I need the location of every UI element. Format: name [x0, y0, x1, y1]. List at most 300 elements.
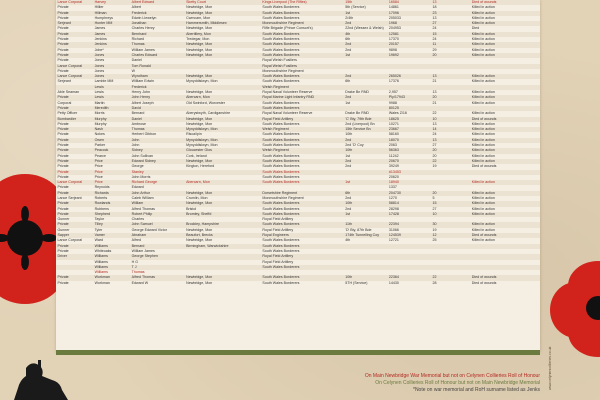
cell-forename: William [130, 201, 185, 206]
cell-unit: South Wales Borderers [261, 138, 344, 143]
cell: 16584 [387, 0, 431, 5]
cell-number: 23667 [387, 127, 431, 132]
cell-home: Newbridge, Mon [185, 117, 261, 122]
cell-surname: Hillman [93, 11, 130, 16]
cell-forename: Edwin Llewelyn [130, 16, 185, 21]
cell-number: 1270 [387, 196, 431, 201]
cell-day: 13 [431, 138, 470, 143]
cell: Kings Liverpool (The Rifles) [261, 0, 344, 5]
cell-home: Cork, Ireland [185, 154, 261, 159]
cell-number: 124539 [387, 233, 431, 238]
cell-battalion: 10th [344, 201, 388, 206]
cell-forename: Stanley [130, 170, 185, 175]
cell-home: Mynyddislwyn, Mon [185, 143, 261, 148]
cell-forename: Edward [130, 185, 185, 190]
cell-surname: Jenkins [93, 42, 130, 47]
cell-home: Cwmcarn, Mon [185, 16, 261, 21]
cell-forename: George [130, 164, 185, 169]
cell-day: 27 [431, 21, 470, 26]
cell-rank: Serjeant [56, 21, 93, 26]
cell-number: 9898 [387, 48, 431, 53]
cell-rank: Private [56, 11, 93, 16]
cell-surname: Price [93, 164, 130, 169]
cell-home: Mynyddislwyn, Mon [185, 138, 261, 143]
cell-home: Newbridge, Mon [185, 281, 261, 286]
cell-fate: Died [470, 26, 540, 31]
cell-day: 10 [431, 117, 470, 122]
cell-forename: Ambrose [130, 122, 185, 127]
cell-fate: Killed in action [470, 191, 540, 196]
cell-day: 22 [431, 275, 470, 280]
cell-surname: Jobe* [93, 48, 130, 53]
cell-day: 19 [431, 228, 470, 233]
footnote-memorial-only: On Main Newbridge War Memorial but not on Celynen Collieries Roll of Honour [364, 373, 540, 379]
cell-home: Beaufort, Brecks [185, 233, 261, 238]
cell-surname: Lewis [93, 95, 130, 100]
cell-unit: South Wales Borderers [261, 42, 344, 47]
cell-home: Newbridge, Mon [185, 53, 261, 58]
cell-battalion: 2nd 'D' Coy [344, 143, 388, 148]
cell-day: 13 [431, 90, 470, 95]
cell-surname: Hunter MM [93, 21, 130, 26]
cell-fate: Killed in action [470, 32, 540, 37]
cell-battalion: 1st [344, 11, 388, 16]
cell-rank: Serjeant [56, 79, 93, 84]
cell-rank: Private [56, 138, 93, 143]
cell-forename: Bernhard [130, 32, 185, 37]
cell-rank: Lance Corporal [56, 74, 93, 79]
honour-roll-body [56, 0, 540, 286]
cell-unit: South Wales Borderers [261, 281, 344, 286]
cell-unit: Royal Marine Light Infantry RND [261, 95, 344, 100]
cell-number: 204730 [387, 191, 431, 196]
cell-rank: Private [56, 164, 93, 169]
cell-number: 1337 [387, 185, 431, 190]
cell-rank: Private [56, 159, 93, 164]
cell-number: 80125 [387, 106, 431, 111]
cell-battalion: 2nd [344, 74, 388, 79]
cell-unit: South Wales Borderers [261, 159, 344, 164]
cell-unit: Royal Welsh Fusiliers [261, 58, 344, 63]
cell-unit: South Wales Borderers [261, 170, 344, 175]
cell-home: Newbridge, Mon [185, 122, 261, 127]
cell-surname: Workman [93, 281, 130, 286]
cell-rank: Private [56, 154, 93, 159]
cell-surname: Williams [93, 265, 130, 270]
cell-number: 18070 [387, 138, 431, 143]
cell: Sketty Court [185, 0, 261, 5]
cell-unit: South Wales Borderers [261, 249, 344, 254]
cell-fate: Killed in action [470, 180, 540, 185]
cell-day: 13 [431, 122, 470, 127]
cell-unit: South Wales Borderers [261, 101, 344, 106]
cell-battalion: 1st [344, 101, 388, 106]
cell-fate: Killed in action [470, 11, 540, 16]
cell-surname: James [93, 32, 130, 37]
cell-number: 20157 [387, 42, 431, 47]
cell-number: 205033 [387, 16, 431, 21]
cell-surname: Ward [93, 238, 130, 243]
cell-forename: Abraham [130, 233, 185, 238]
cell-surname: Whiteoaks [93, 249, 130, 254]
cell-surname: Jones [93, 69, 130, 74]
cell-day: 25 [431, 238, 470, 243]
cell-fate: Killed in action [470, 74, 540, 79]
cell-forename: Richard George [130, 180, 185, 185]
cell-number: 17376 [387, 79, 431, 84]
cell-fate: Killed in action [470, 48, 540, 53]
cell-number: #13453 [387, 170, 431, 175]
cell-day: 15 [431, 201, 470, 206]
cell-forename: William Edwin [130, 79, 185, 84]
cell-rank: Petty Officer [56, 111, 93, 116]
cell-surname: Richards [93, 191, 130, 196]
cell-forename: George Stephen [130, 254, 185, 259]
cell-home: Newbridge, Mon [185, 11, 261, 16]
cell-surname: Taylor [93, 217, 130, 222]
cell-home: Newbridge, Mon [185, 228, 261, 233]
cell-number: 58160 [387, 132, 431, 137]
cell-rank: Private [56, 281, 93, 286]
cell-surname: Price [93, 175, 130, 180]
cell-number: 17428 [387, 212, 431, 217]
cell-fate: Killed in action [470, 127, 540, 132]
cell-home: Aberystwyth, Cardiganshire [185, 111, 261, 116]
cell-fate: Killed in action [470, 238, 540, 243]
cell-forename: H G [130, 260, 185, 265]
cell-fate: Killed in action [470, 37, 540, 42]
cell-rank: Gunner [56, 228, 93, 233]
cell-forename: Tom Ronald [130, 64, 185, 69]
cell-surname: Roberts [93, 196, 130, 201]
cell-forename: John [130, 143, 185, 148]
cell-surname: Williams [93, 270, 130, 275]
cell-day: 20 [431, 148, 470, 153]
cell-unit: Dorsetshire Regiment [261, 191, 344, 196]
table-row [56, 281, 540, 286]
cell-forename: Bernard [130, 244, 185, 249]
cell-fate: Killed in action [470, 5, 540, 10]
cell-day: 22 [431, 159, 470, 164]
cell-forename: Edward W [130, 281, 185, 286]
cell-fate: Killed in action [470, 21, 540, 26]
cell-number: 39249 [387, 164, 431, 169]
cell-number: 204953 [387, 26, 431, 31]
cell-battalion: 4th [344, 32, 388, 37]
cell-surname: Meredith [93, 106, 130, 111]
cell-rank: Gunner [56, 217, 93, 222]
cell-forename: Bernard [130, 111, 185, 116]
cell-day: 29 [431, 48, 470, 53]
cell-rank: Driver [56, 254, 93, 259]
cell-rank: Private [56, 58, 93, 63]
cell-unit: South Wales Borderers [261, 122, 344, 127]
cell-unit: Royal Field Artillery [261, 117, 344, 122]
cell-battalion: 2nd [344, 138, 388, 143]
cell-surname: Jones [93, 53, 130, 58]
cell-fate: Killed in action [470, 79, 540, 84]
cell-unit: Royal Naval Volunteer Reserve [261, 111, 344, 116]
cell-forename: Daniel [130, 58, 185, 63]
cell-battalion: 11th [344, 222, 388, 227]
cell-rank: Private [56, 249, 93, 254]
cell-rank: Private [56, 42, 93, 47]
cell-forename: Robert Philip [130, 212, 185, 217]
cell-number: 2063 [387, 143, 431, 148]
cell-surname: Jones [93, 64, 130, 69]
cell-home: Gloucester Glos [185, 148, 261, 153]
cell-forename: John [130, 138, 185, 143]
cell-day: 22 [431, 111, 470, 116]
cell-number: 14430 [387, 281, 431, 286]
cell-fate: Killed in action [470, 148, 540, 153]
cell-day: 13 [431, 16, 470, 21]
cell-rank: Private [56, 191, 93, 196]
cell: 15th [344, 0, 388, 5]
cell-number: 58814 [387, 201, 431, 206]
cell-battalion: 1st [344, 180, 388, 185]
cell-day: 20 [431, 154, 470, 159]
cell-fate: Died of wounds [470, 275, 540, 280]
cell-forename: John Morris [130, 175, 185, 180]
cell-rank: Private [56, 122, 93, 127]
cell-unit: South Wales Borderers [261, 143, 344, 148]
cell-home: Brockley, Hampshire [185, 222, 261, 227]
cell-battalion: 10th [344, 148, 388, 153]
cell-unit: Welsh Regiment [261, 85, 344, 90]
cell: 13 [431, 0, 470, 5]
cell-rank: Private [56, 5, 93, 10]
cell-forename: Charles [130, 217, 185, 222]
cell-rank: Private [56, 222, 93, 227]
cell-surname: Nokes [93, 132, 130, 137]
cell-day: 13 [431, 74, 470, 79]
cell-battalion: 6th [344, 37, 388, 42]
cell-unit: South Wales Borderers [261, 201, 344, 206]
cell-unit: South Wales Borderers [261, 106, 344, 111]
cell-fate: Died of wounds [470, 281, 540, 286]
cell-unit: South Wales Borderers [261, 238, 344, 243]
cell-rank: Private [56, 26, 93, 31]
cell-rank: Lance Corporal [56, 238, 93, 243]
cell-fate: Killed in action [470, 122, 540, 127]
cell-unit: South Wales Borderers [261, 212, 344, 217]
cell-rank: Private [56, 244, 93, 249]
cell-home: Newbridge, Mon [185, 48, 261, 53]
cell-number: 265026 [387, 74, 431, 79]
cell-surname: Morris [93, 111, 130, 116]
cell-battalion: 6th [344, 191, 388, 196]
cell-fate: Killed in action [470, 212, 540, 217]
cell-home: Newbridge, Mon [185, 74, 261, 79]
cell-unit: South Wales Borderers [261, 275, 344, 280]
cell-fate: Killed in action [470, 111, 540, 116]
footnote-surname-note: *Note on war memorial and RoH surname listed as Jenks [413, 387, 540, 393]
cell-unit: Welsh Regiment [261, 148, 344, 153]
cell-number: 1968 [387, 21, 431, 26]
cell-surname: Price [93, 170, 130, 175]
cell-forename: David [130, 106, 185, 111]
cell-rank: Private [56, 32, 93, 37]
poppy-icon-right [548, 258, 600, 358]
cell-number: 2,957 [387, 90, 431, 95]
cell-day: 15 [431, 32, 470, 37]
cell-surname: Rowlands [93, 201, 130, 206]
cell-unit: Royal Field Artillery [261, 254, 344, 259]
cell-home: Mynyddislwyn, Mon [185, 127, 261, 132]
cell-home: Newbridge, Mon [185, 159, 261, 164]
cell-forename: Herbert Gibbon [130, 132, 185, 137]
cell-rank: Private [56, 69, 93, 74]
cell-number: 56363 [387, 148, 431, 153]
cell-battalion: 2nd [344, 159, 388, 164]
cell-unit: South Wales Borderers [261, 265, 344, 270]
cell-day: 28 [431, 281, 470, 286]
cell-day: 27 [431, 143, 470, 148]
cell-home: Hammersmith, Middlesex [185, 21, 261, 26]
cell-day: 20 [431, 191, 470, 196]
cell-surname: Lewis [93, 90, 130, 95]
cell-unit: South Wales Borderers [261, 207, 344, 212]
cell-rank: Corporal [56, 101, 93, 106]
cell-forename: Caleb William [130, 196, 185, 201]
cell-fate: Killed in action [470, 42, 540, 47]
cell-surname: Lewis [93, 85, 130, 90]
cell-unit: Monmouthshire Regiment [261, 196, 344, 201]
cell-rank: Private [56, 185, 93, 190]
cell-battalion: 'D' Bty, 87th Bde [344, 228, 388, 233]
cell-forename: Alfred [130, 238, 185, 243]
cell-forename: Alfred Thomas [130, 275, 185, 280]
cell-number: 18625 [387, 117, 431, 122]
cell-surname: Jenkins [93, 37, 130, 42]
cell-fate: Killed in action [470, 228, 540, 233]
cell-unit: Royal Field Artillery [261, 260, 344, 265]
cell-day: 24 [431, 37, 470, 42]
soldier-silhouette-icon [8, 358, 78, 400]
cell-unit: South Wales Borderers [261, 79, 344, 84]
cell: Harvey [93, 0, 130, 5]
cell-battalion: 1st [344, 53, 388, 58]
cell-surname: Shepherd [93, 212, 130, 217]
cell-forename: John Henry [130, 95, 185, 100]
cell-rank: Lance Corporal [56, 64, 93, 69]
cell-number: 12721 [387, 238, 431, 243]
cell-day: 21 [431, 79, 470, 84]
cell-battalion: 22nd (Wessex & Welsh) [344, 26, 388, 31]
footer-band [56, 350, 540, 355]
cell-forename: Thomas [130, 270, 185, 275]
cell-battalion: 2nd (Liverpool) Bn [344, 122, 388, 127]
cell-surname: Pearce [93, 154, 130, 159]
cell-battalion: 5th (Service) [344, 5, 388, 10]
cell-fate: Killed in action [470, 143, 540, 148]
cell-number: 28298 [387, 207, 431, 212]
cell-home: Newbridge, Mon [185, 275, 261, 280]
cell-number: 31066 [387, 228, 431, 233]
cell-battalion: 5TH (Service) [344, 281, 388, 286]
cell-rank: Private [56, 95, 93, 100]
cell-surname: Murphy [93, 122, 130, 127]
cell-rank: Private [56, 16, 93, 21]
cell-surname: Williams [93, 260, 130, 265]
cell-forename: George Edward Victor [130, 228, 185, 233]
cell-forename: Henry John [130, 90, 185, 95]
cell-fate: Killed in action [470, 196, 540, 201]
cell-surname: Williams [93, 244, 130, 249]
cell-day: 5 [431, 196, 470, 201]
cell-day: 24 [431, 132, 470, 137]
cell-battalion: 1st [344, 154, 388, 159]
cell-forename: T J [130, 265, 185, 270]
cell-forename: Sidney [130, 148, 185, 153]
cell-unit: South Wales Borderers [261, 180, 344, 185]
cell-battalion: 1st [344, 212, 388, 217]
cell-fate: Killed in action [470, 53, 540, 58]
cell-battalion: 15th Service Bn [344, 127, 388, 132]
cell-home: Newbridge, Mon [185, 90, 261, 95]
cell-unit: South Wales Borderers [261, 74, 344, 79]
cell-forename: Thomas [130, 127, 185, 132]
cell-forename: Richard [130, 37, 185, 42]
cell-rank: Private [56, 37, 93, 42]
cell-forename: Thomas [130, 42, 185, 47]
cell-fate: Killed in action [470, 16, 540, 21]
cell-unit: Monmouthshire Regiment [261, 69, 344, 74]
cell-rank: Lance Corporal [56, 180, 93, 185]
cell-rank: Private [56, 212, 93, 217]
cell-unit: Rifle Brigade (Prince Consort's) [261, 26, 344, 31]
cell-number: Ply/17943 [387, 95, 431, 100]
cell-forename: Wyndham [130, 74, 185, 79]
cell-battalion: 10th [344, 275, 388, 280]
cell-surname: Reynolds [93, 185, 130, 190]
cell-unit: Monmouthshire Regiment [261, 21, 344, 26]
cell-battalion: 174th Tunnelling Coy [344, 233, 388, 238]
cell-surname: Peacock [93, 148, 130, 153]
cell-fate: Killed in action [470, 207, 540, 212]
cell-day: 27 [431, 207, 470, 212]
cell-day: 11 [431, 42, 470, 47]
cell-number: 20620 [387, 175, 431, 180]
cell-fate: Died of wounds [470, 164, 540, 169]
cell-surname: Hillier [93, 5, 130, 10]
cell-unit: Royal Naval Volunteer Reserve [261, 90, 344, 95]
cell-number: 19692 [387, 53, 431, 58]
cell-unit: Royal Field Artillery [261, 228, 344, 233]
cell-surname: Jones [93, 74, 130, 79]
cell-unit: South Wales Borderers [261, 32, 344, 37]
cell-forename: William James [130, 249, 185, 254]
cell-home: Old Swinford, Worcester [185, 101, 261, 106]
cell-surname: Murphy [93, 117, 130, 122]
cell-rank: Private [56, 106, 93, 111]
cell-forename: Jonathan [130, 21, 185, 26]
cell-fate: Killed in action [470, 222, 540, 227]
cell-rank: Private [56, 201, 93, 206]
cell-day: 21 [431, 101, 470, 106]
cell-day: 30 [431, 222, 470, 227]
cell-home: Newbridge, Mon [185, 238, 261, 243]
cell-fate: Killed in action [470, 154, 540, 159]
cell-number: 22394 [387, 222, 431, 227]
cell-forename: Albert [130, 5, 185, 10]
cell-home: Newbridge, Mon [185, 26, 261, 31]
cell-surname: Vamer [93, 233, 130, 238]
cell-number: 14861 [387, 5, 431, 10]
cell-home: Abercarn, Mon [185, 95, 261, 100]
cell-day: 20 [431, 53, 470, 58]
